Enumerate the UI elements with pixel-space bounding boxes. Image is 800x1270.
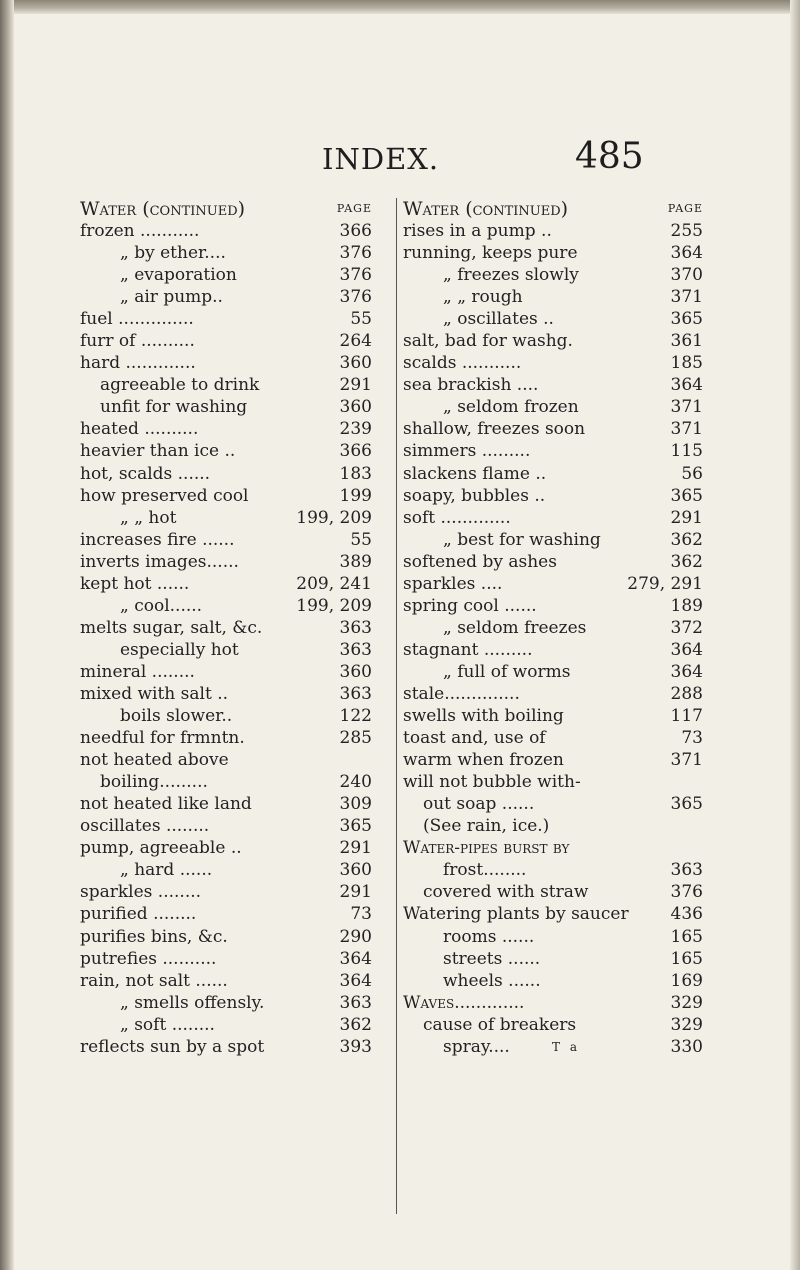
entry-text: „ „ hot xyxy=(120,507,177,528)
entry-page: 189 xyxy=(670,595,703,616)
entry-page: 199, 209 xyxy=(296,507,372,528)
index-entry xyxy=(403,749,703,771)
index-entry xyxy=(80,859,372,881)
entry-text: increases fire ...... xyxy=(80,529,235,550)
entry-page: 239 xyxy=(339,419,372,440)
entry-page: 360 xyxy=(339,661,372,682)
index-entry xyxy=(403,286,703,308)
entry-page: 169 xyxy=(670,970,703,991)
index-entry xyxy=(403,308,703,330)
entry-text: rises in a pump .. xyxy=(403,221,552,241)
entry-text: soft ............. xyxy=(403,507,511,528)
index-entry xyxy=(403,705,703,727)
entry-text: agreeable to drink xyxy=(100,375,260,396)
entry-text: not heated like land xyxy=(80,794,252,815)
index-entry xyxy=(403,551,703,573)
entry-text: especially hot xyxy=(120,639,239,660)
index-entry xyxy=(403,617,703,639)
index-entry xyxy=(80,308,372,330)
column-heading xyxy=(403,198,703,220)
entry-page: 361 xyxy=(670,331,703,352)
entry-text: Waves............. xyxy=(403,992,525,1013)
entry-text: sparkles ........ xyxy=(80,882,202,903)
entry-page: 309 xyxy=(339,794,372,815)
entry-text: Water-pipes burst by xyxy=(403,838,570,859)
entry-text: purifies bins, &c. xyxy=(80,926,228,947)
entry-text: simmers ......... xyxy=(403,441,531,462)
heading-text: Water (continued) xyxy=(403,198,569,220)
index-entry xyxy=(403,992,703,1014)
entry-page: 362 xyxy=(339,1014,372,1035)
entry-page: 376 xyxy=(339,287,372,308)
entry-text: oscillates ........ xyxy=(80,816,210,837)
entry-text: hot, scalds ...... xyxy=(80,463,211,484)
entry-text: toast and, use of xyxy=(403,728,546,749)
index-entry xyxy=(80,418,372,440)
entry-text: spray.... xyxy=(443,1036,510,1057)
entry-text: inverts images...... xyxy=(80,551,239,572)
entry-text: „ oscillates .. xyxy=(443,309,554,330)
entry-text: wheels ...... xyxy=(443,970,541,991)
entry-page: 364 xyxy=(670,639,703,660)
index-entry xyxy=(80,970,372,992)
entry-page: 240 xyxy=(339,772,372,793)
index-entry xyxy=(403,661,703,683)
entry-text: slackens flame .. xyxy=(403,463,547,484)
entry-page: 365 xyxy=(670,309,703,330)
entry-page: 115 xyxy=(670,441,703,462)
entry-page: 376 xyxy=(670,882,703,903)
entry-text: „ full of worms xyxy=(443,661,571,682)
index-entry xyxy=(80,440,372,462)
entry-page: 376 xyxy=(339,243,372,264)
entry-text: softened by ashes xyxy=(403,551,557,572)
entry-page: 291 xyxy=(339,838,372,859)
column-heading xyxy=(80,198,372,220)
entry-page: 279, 291 xyxy=(627,573,703,594)
entry-text: kept hot ...... xyxy=(80,573,190,594)
entry-text: „ best for washing xyxy=(443,529,601,550)
index-entry xyxy=(80,992,372,1014)
entry-page: 364 xyxy=(339,948,372,969)
entry-text: sparkles .... xyxy=(403,573,503,594)
entry-text: mineral ........ xyxy=(80,661,195,682)
entry-page: 199, 209 xyxy=(296,595,372,616)
index-entry xyxy=(80,1036,372,1058)
entry-text: streets ...... xyxy=(443,948,541,969)
entry-page: 376 xyxy=(339,265,372,286)
entry-page: 365 xyxy=(670,794,703,815)
entry-text: frozen ........... xyxy=(80,221,200,241)
entry-page: 364 xyxy=(670,243,703,264)
entry-page: 360 xyxy=(339,397,372,418)
index-entry xyxy=(80,220,372,242)
entry-page: 371 xyxy=(670,287,703,308)
entry-text: out soap ...... xyxy=(423,794,535,815)
index-entry xyxy=(403,485,703,507)
page-top-edge xyxy=(0,0,800,14)
entry-text: sea brackish .... xyxy=(403,375,539,396)
entry-text: hard ............. xyxy=(80,353,196,374)
entry-page: 291 xyxy=(339,375,372,396)
entry-text: needful for frmntn. xyxy=(80,728,245,749)
index-entry xyxy=(80,948,372,970)
index-entry xyxy=(80,771,372,793)
entry-text: stagnant ......... xyxy=(403,639,533,660)
entry-text: scalds ........... xyxy=(403,353,522,374)
index-entry xyxy=(403,837,703,859)
index-entry xyxy=(403,220,703,242)
index-entry xyxy=(403,529,703,551)
entry-text: „ „ rough xyxy=(443,287,523,308)
index-column-left xyxy=(80,198,372,1058)
entry-text: „ smells offensly. xyxy=(120,992,265,1013)
entry-page: 363 xyxy=(339,617,372,638)
heading-text: Water (continued) xyxy=(80,198,246,220)
entry-page: 371 xyxy=(670,397,703,418)
index-entry xyxy=(80,749,372,771)
entry-page: 371 xyxy=(670,750,703,771)
entry-text: purified ........ xyxy=(80,904,197,925)
index-entry xyxy=(80,837,372,859)
entry-text: „ freezes slowly xyxy=(443,265,579,286)
entry-text: boiling......... xyxy=(100,772,208,793)
page-title: INDEX. xyxy=(322,142,440,176)
entry-page: 56 xyxy=(681,463,703,484)
index-entry xyxy=(403,595,703,617)
index-entry xyxy=(80,264,372,286)
book-binding-edge xyxy=(0,0,14,1270)
index-entry xyxy=(403,727,703,749)
entry-text: spring cool ...... xyxy=(403,595,537,616)
entry-text: Watering plants by saucer xyxy=(403,904,629,925)
entry-page: 329 xyxy=(670,992,703,1013)
entry-page: 362 xyxy=(670,529,703,550)
entry-text: warm when frozen xyxy=(403,750,564,771)
entry-text: melts sugar, salt, &c. xyxy=(80,617,263,638)
column-divider xyxy=(396,198,397,1214)
index-entry xyxy=(403,771,703,793)
entry-text: „ cool...... xyxy=(120,595,203,616)
entry-text: fuel .............. xyxy=(80,309,194,330)
entry-page: 291 xyxy=(670,507,703,528)
page-header xyxy=(0,136,800,186)
entry-page: 360 xyxy=(339,860,372,881)
index-entry xyxy=(80,926,372,948)
index-entry xyxy=(403,970,703,992)
entry-page: 371 xyxy=(670,419,703,440)
entry-page: 329 xyxy=(670,1014,703,1035)
entry-page: 366 xyxy=(339,221,372,241)
index-entry xyxy=(403,264,703,286)
index-entry xyxy=(403,903,703,925)
index-entry xyxy=(80,551,372,573)
entry-page: 122 xyxy=(339,706,372,727)
entry-text: covered with straw xyxy=(423,882,589,903)
index-entry xyxy=(403,793,703,815)
index-entry xyxy=(80,881,372,903)
entry-text: putrefies .......... xyxy=(80,948,217,969)
entry-page: 73 xyxy=(681,728,703,749)
entry-page: 264 xyxy=(339,331,372,352)
entry-text: cause of breakers xyxy=(423,1014,577,1035)
index-entry xyxy=(80,639,372,661)
entry-page: 365 xyxy=(339,816,372,837)
entry-text: „ air pump.. xyxy=(120,287,223,308)
index-entry xyxy=(403,948,703,970)
entry-text: heated .......... xyxy=(80,419,199,440)
index-entry xyxy=(403,396,703,418)
entry-text: unfit for washing xyxy=(100,397,248,418)
index-entry xyxy=(80,396,372,418)
index-entry xyxy=(403,418,703,440)
entry-page: 55 xyxy=(350,529,372,550)
entry-text: „ hard ...... xyxy=(120,860,213,881)
index-entry xyxy=(80,661,372,683)
index-entry xyxy=(403,440,703,462)
entry-page: 393 xyxy=(339,1036,372,1057)
index-entry xyxy=(403,926,703,948)
index-entry xyxy=(80,529,372,551)
entry-text: shallow, freezes soon xyxy=(403,419,586,440)
index-entry xyxy=(403,507,703,529)
entry-page: 185 xyxy=(670,353,703,374)
index-entry xyxy=(80,352,372,374)
index-entry xyxy=(80,242,372,264)
entry-text: „ seldom freezes xyxy=(443,617,587,638)
entry-text: salt, bad for washg. xyxy=(403,331,573,352)
entry-text: how preserved cool xyxy=(80,485,249,506)
index-entry xyxy=(403,463,703,485)
entry-page: 372 xyxy=(670,617,703,638)
entry-text: (See rain, ice.) xyxy=(423,816,550,837)
index-entry xyxy=(80,617,372,639)
entry-text: „ evaporation xyxy=(120,265,237,286)
entry-text: heavier than ice .. xyxy=(80,441,236,462)
entry-page: 362 xyxy=(670,551,703,572)
index-entry xyxy=(80,903,372,925)
index-column-right xyxy=(403,198,703,1058)
entry-text: will not bubble with- xyxy=(403,772,581,793)
entry-page: 370 xyxy=(670,265,703,286)
entry-page: 209, 241 xyxy=(296,573,372,594)
index-entry xyxy=(80,793,372,815)
index-entry xyxy=(80,727,372,749)
index-entry xyxy=(80,595,372,617)
page-column-label: PAGE xyxy=(336,202,372,215)
page-right-edge xyxy=(790,0,800,1270)
entry-text: stale.............. xyxy=(403,683,520,704)
entry-text: running, keeps pure xyxy=(403,243,578,264)
entry-page: 365 xyxy=(670,485,703,506)
entry-page: 364 xyxy=(670,661,703,682)
entry-page: 366 xyxy=(339,441,372,462)
page-column-label: PAGE xyxy=(667,202,703,215)
index-entry xyxy=(403,1014,703,1036)
entry-page: 364 xyxy=(670,375,703,396)
entry-page: 288 xyxy=(670,683,703,704)
entry-page: 290 xyxy=(339,926,372,947)
entry-page: 73 xyxy=(350,904,372,925)
index-entry xyxy=(403,573,703,595)
entry-page: 360 xyxy=(339,353,372,374)
index-entry xyxy=(403,352,703,374)
entry-text: „ soft ........ xyxy=(120,1014,215,1035)
index-entry xyxy=(403,881,703,903)
entry-page: 255 xyxy=(670,221,703,241)
index-entry xyxy=(403,639,703,661)
entry-text: reflects sun by a spot xyxy=(80,1036,265,1057)
page-number: 485 xyxy=(575,136,644,177)
index-entry xyxy=(80,463,372,485)
index-entry xyxy=(403,374,703,396)
index-entry xyxy=(80,485,372,507)
entry-text: „ by ether.... xyxy=(120,243,226,264)
index-entry xyxy=(403,683,703,705)
entry-page: 363 xyxy=(339,992,372,1013)
entry-page: 55 xyxy=(350,309,372,330)
entry-text: rain, not salt ...... xyxy=(80,970,228,991)
index-entry xyxy=(80,286,372,308)
entry-text: „ seldom frozen xyxy=(443,397,579,418)
entry-page: 330 xyxy=(670,1036,703,1057)
entry-text: pump, agreeable .. xyxy=(80,838,242,859)
entry-page: 165 xyxy=(670,948,703,969)
index-entry xyxy=(80,1014,372,1036)
entry-page: 285 xyxy=(339,728,372,749)
index-entry xyxy=(80,330,372,352)
index-entry xyxy=(80,705,372,727)
entry-page: 291 xyxy=(339,882,372,903)
entry-page: 364 xyxy=(339,970,372,991)
index-entry xyxy=(80,683,372,705)
index-entry xyxy=(80,573,372,595)
index-entry xyxy=(403,859,703,881)
index-entry xyxy=(80,815,372,837)
entry-page: 436 xyxy=(670,904,703,925)
index-entry xyxy=(403,815,703,837)
entry-text: mixed with salt .. xyxy=(80,683,229,704)
entry-page: 389 xyxy=(339,551,372,572)
entry-text: frost........ xyxy=(443,860,527,881)
index-entry xyxy=(80,374,372,396)
entry-text: swells with boiling xyxy=(403,706,564,727)
signature-mark: T a xyxy=(552,1040,580,1054)
index-entry xyxy=(403,330,703,352)
entry-page: 183 xyxy=(339,463,372,484)
entry-page: 165 xyxy=(670,926,703,947)
entry-text: not heated above xyxy=(80,750,229,771)
index-entry xyxy=(80,507,372,529)
entry-text: furr of .......... xyxy=(80,331,195,352)
entry-text: boils slower.. xyxy=(120,706,233,727)
entry-text: rooms ...... xyxy=(443,926,535,947)
entry-page: 363 xyxy=(339,683,372,704)
entry-page: 117 xyxy=(670,706,703,727)
entry-page: 363 xyxy=(670,860,703,881)
entry-page: 363 xyxy=(339,639,372,660)
index-entry xyxy=(403,242,703,264)
entry-text: soapy, bubbles .. xyxy=(403,485,546,506)
entry-page: 199 xyxy=(339,485,372,506)
